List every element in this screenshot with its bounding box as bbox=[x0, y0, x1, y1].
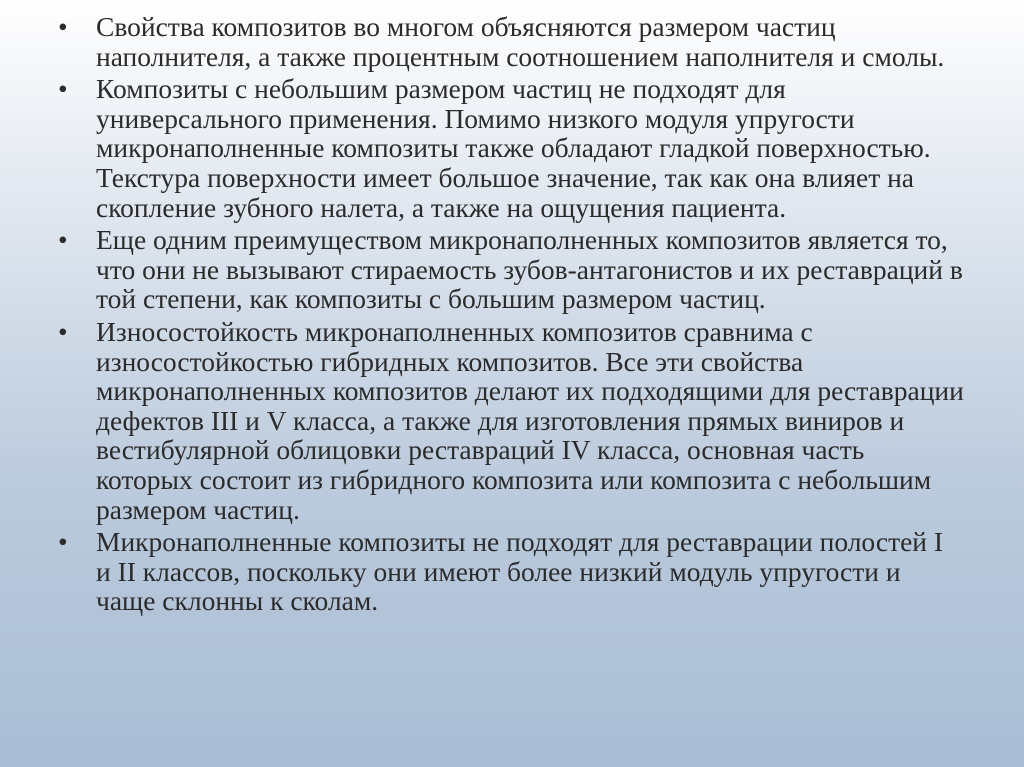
bullet-item-2 bbox=[58, 74, 964, 222]
bullet-marker: • bbox=[58, 526, 68, 558]
bullet-text: Микронаполненные композиты не подходят для реставрации полостей I и II классов, поскольку они имеют более низкий модуль упругости и чаще склонны к сколам. bbox=[96, 526, 944, 617]
bullet-item-3 bbox=[58, 225, 964, 314]
bullet-text: Еще одним преимуществом микронаполненных композитов является то, что они не вызывают стираемость зубов-антагонистов и их реставраций в той степени, как композиты с большим размером частиц. bbox=[96, 224, 963, 315]
bullet-text: Композиты с небольшим размером частиц не подходят для универсального применения. Помимо низкого модуля упругости микронаполненные композиты также обладают гладкой поверхностью. Текстура поверхности имеет большое значение, так как она влияет на скопление зубного налета, а также на ощущения пациента. bbox=[96, 73, 931, 223]
bullet-marker: • bbox=[58, 224, 68, 256]
bullet-item-4 bbox=[58, 317, 964, 524]
bullet-list bbox=[58, 12, 964, 616]
bullet-marker: • bbox=[58, 73, 68, 105]
bullet-marker: • bbox=[58, 315, 68, 347]
bullet-item-5 bbox=[58, 527, 964, 616]
bullet-text: Свойства композитов во многом объясняются размером частиц наполнителя, а также процентным соотношением наполнителя и смолы. bbox=[96, 11, 945, 72]
bullet-text: Износостойкость микронаполненных композитов сравнима с износостойкостью гибридных композитов. Все эти свойства микронаполненных композитов делают их подходящими для реставрации дефектов III и V класса, а также для изготовления прямых виниров и вестибулярной облицовки реставраций IV класса, основная часть которых состоит из гибридного композита или композита с небольшим размером частиц. bbox=[96, 315, 964, 525]
bullet-item-1 bbox=[58, 12, 964, 71]
bullet-marker: • bbox=[58, 11, 68, 42]
